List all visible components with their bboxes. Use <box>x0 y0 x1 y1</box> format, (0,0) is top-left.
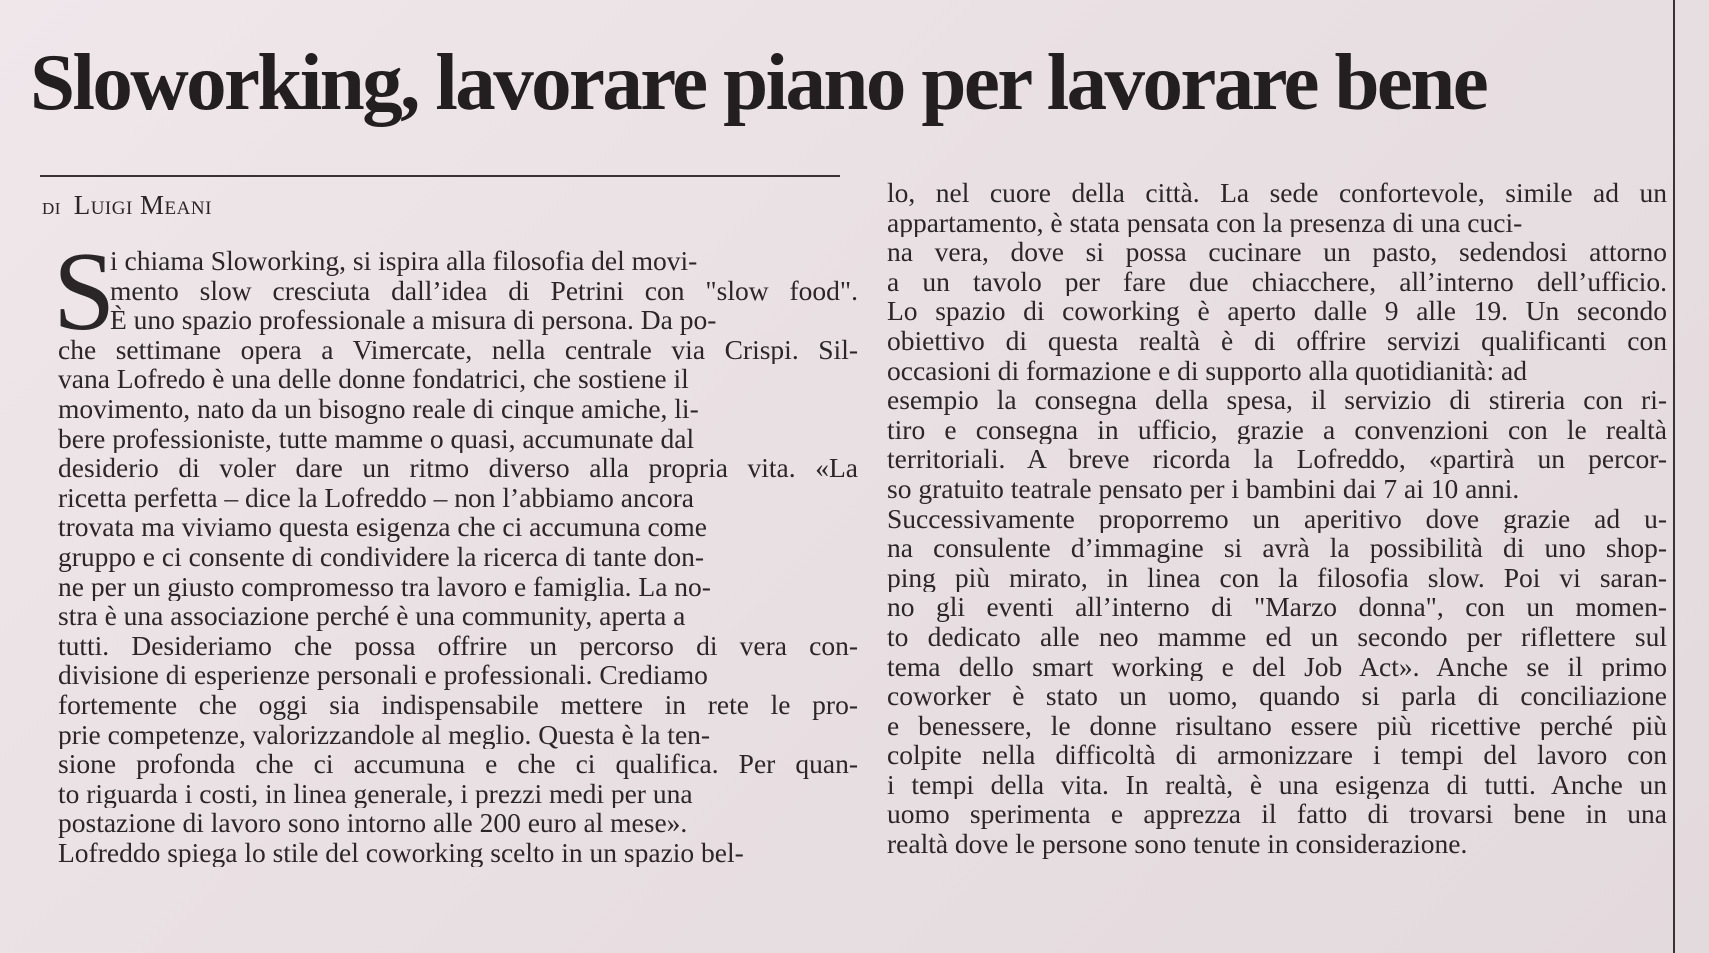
text-line: fortemente che oggi sia indispensabile mettere in rete le pro- <box>58 689 858 720</box>
author-name: Luigi Meani <box>73 190 212 220</box>
text-line: to dedicato alle neo mamme ed un secondo per riflettere sul <box>887 621 1667 652</box>
text-line: esempio la consegna della spesa, il servizio di stireria con ri- <box>887 385 1667 415</box>
text-line: postazione di lavoro sono intorno alle 200 euro al mese». <box>58 808 688 838</box>
byline-rule <box>40 175 840 177</box>
text-line: prie competenze, valorizzandole al meglio. Questa è la ten- <box>58 719 711 750</box>
text-line: gruppo e ci consente di condividere la ricerca di tante don- <box>58 541 704 572</box>
text-line: uomo sperimenta e apprezza il fatto di trovarsi bene in una <box>887 799 1667 830</box>
text-line: appartamento, è stata pensata con la presenza di una cuci- <box>887 207 1523 238</box>
text-line: stra è una associazione perché è una community, aperta a <box>58 601 686 631</box>
text-line: coworker è stato un uomo, quando si parla di conciliazione <box>887 681 1667 711</box>
text-line: È uno spazio professionale a misura di persona. Da po- <box>110 305 717 335</box>
text-line: territoriali. A breve ricorda la Lofreddo, «partirà un percor- <box>887 444 1667 474</box>
text-line: sione profonda che ci accumuna e che ci qualifica. Per quan- <box>58 749 858 779</box>
column-divider-rule <box>1673 0 1675 953</box>
text-line: bere professioniste, tutte mamme o quasi, accumunate dal <box>58 423 695 454</box>
text-line: Successivamente proporremo un aperitivo dove grazie ad u- <box>887 503 1667 534</box>
text-line: obiettivo di questa realtà è di offrire servizi qualificanti con <box>887 325 1667 356</box>
text-line: divisione di esperienze personali e professionali. Crediamo <box>58 660 708 690</box>
text-line: tema dello smart working e del Job Act». Anche se il primo <box>887 651 1667 682</box>
text-line: tutti. Desideriamo che possa offrire un percorso di vera con- <box>58 630 858 661</box>
text-line: trovata ma viviamo questa esigenza che ci accumuna come <box>58 512 708 542</box>
text-line: tiro e consegna in ufficio, grazie a convenzioni con le realtà <box>887 414 1667 445</box>
text-line: realtà dove le persone sono tenute in considerazione. <box>887 829 1468 859</box>
text-line: i tempi della vita. In realtà, è una esigenza di tutti. Anche un <box>887 769 1667 800</box>
text-line: desiderio di voler dare un ritmo diverso alla propria vita. «La <box>58 453 858 483</box>
text-line: no gli eventi all’interno di "Marzo donna", con un momen- <box>887 592 1667 622</box>
text-line: na vera, dove si possa cucinare un pasto, sedendosi attorno <box>887 237 1667 267</box>
text-line: movimento, nato da un bisogno reale di cinque amiche, li- <box>58 393 699 424</box>
text-line: na consulente d’immagine si avrà la possibilità di uno shop- <box>887 533 1667 563</box>
text-line: i chiama Sloworking, si ispira alla filosofia del movi- <box>110 246 698 276</box>
article-column-right <box>887 178 1667 859</box>
byline-prefix: DI <box>42 199 61 218</box>
text-line: ne per un giusto compromesso tra lavoro e famiglia. La no- <box>58 571 711 602</box>
text-line: occasioni di formazione e di supporto alla quotidianità: ad <box>887 355 1527 386</box>
text-line: to riguarda i costi, in linea generale, i prezzi medi per una <box>58 778 693 809</box>
text-line: e benessere, le donne risultano essere più ricettive perché più <box>887 710 1667 741</box>
article-headline: Sloworking, lavorare piano per lavorare bene <box>30 37 1487 127</box>
text-line: ricetta perfetta – dice la Lofreddo – non l’abbiamo ancora <box>58 482 695 513</box>
text-line: lo, nel cuore della città. La sede confortevole, simile ad un <box>887 178 1667 208</box>
drop-cap: S <box>53 230 116 354</box>
text-line: colpite nella difficoltà di armonizzare i tempi del lavoro con <box>887 740 1667 770</box>
text-line: a un tavolo per fare due chiacchere, all’interno dell’ufficio. <box>887 266 1667 297</box>
text-line: mento slow cresciuta dall’idea di Petrini con "slow food". <box>110 275 858 306</box>
text-line: vana Lofredo è una delle donne fondatrici, che sostiene il <box>58 364 689 394</box>
text-line: che settimane opera a Vimercate, nella centrale via Crispi. Sil- <box>58 334 858 365</box>
text-line: so gratuito teatrale pensato per i bambini dai 7 ai 10 anni. <box>887 473 1520 504</box>
text-line: Lofreddo spiega lo stile del coworking scelto in un spazio bel- <box>58 837 744 868</box>
text-line: Lo spazio di coworking è aperto dalle 9 alle 19. Un secondo <box>887 296 1667 326</box>
article-column-left <box>58 246 858 867</box>
byline <box>42 190 212 224</box>
text-line: ping più mirato, in linea con la filosofia slow. Poi vi saran- <box>887 562 1667 593</box>
